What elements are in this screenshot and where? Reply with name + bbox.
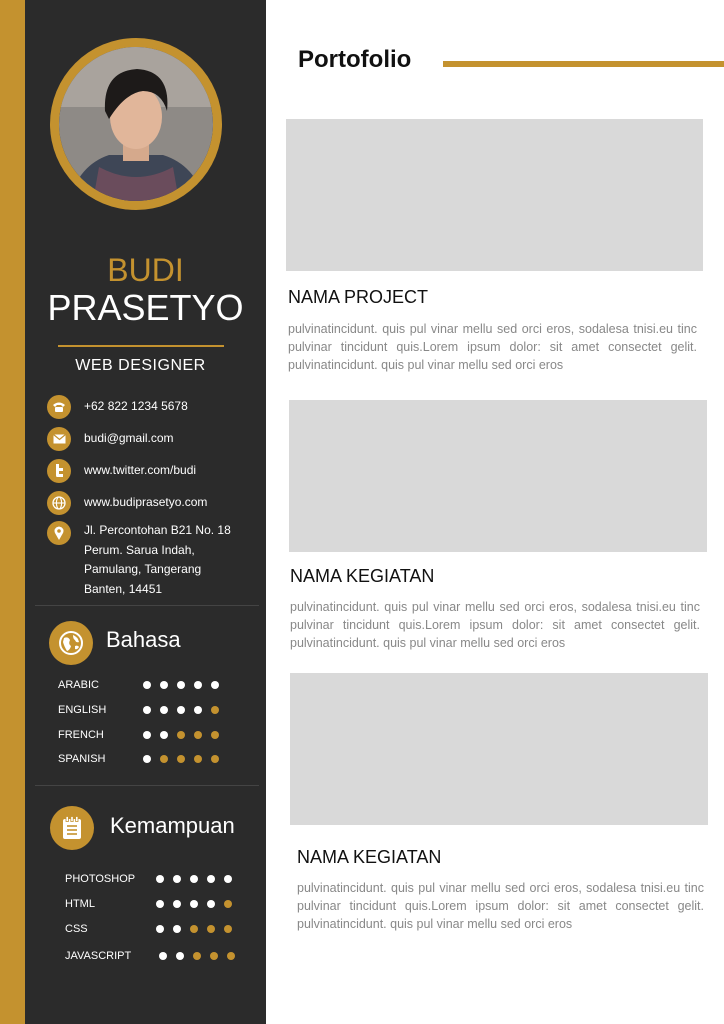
rating-dot [173,875,181,883]
rating-dot [159,952,167,960]
phone-icon [47,395,71,419]
address-line-2: Perum. Sarua Indah, [84,542,195,557]
globe-icon [49,621,93,665]
title-underline [443,61,724,67]
skill-label: PHOTOSHOP [65,873,136,885]
project-image-placeholder [286,119,703,271]
rating-dot [211,731,219,739]
activity-description: pulvinatincidunt. quis pul vinar mellu sed orci eros, sodalesa tnisi.eu tinc pulvinar tincidunt quis.Lorem ipsum dolor: sit amet consectet gelit. pulvinatincidunt. quis pul vinar mellu sed orci eros [297,881,704,931]
skill-row [65,950,265,964]
address-line-4: Banten, 14451 [84,581,163,596]
section-divider [35,785,259,786]
address-line-1: Jl. Percontohan B21 No. 18 [84,523,231,537]
language-label: SPANISH [58,753,106,765]
rating-dot [160,706,168,714]
rating-dot [177,731,185,739]
rating-dot [210,952,218,960]
rating-dot [177,706,185,714]
skill-level [156,925,232,933]
rating-dot [224,875,232,883]
rating-dot [156,875,164,883]
skill-row [65,923,265,937]
rating-dot [224,925,232,933]
globe-icon [47,491,71,515]
language-level [143,755,219,763]
project-description: pulvinatincidunt. quis pul vinar mellu sed orci eros, sodalesa tnisi.eu tinc pulvinar tincidunt quis.Lorem ipsum dolor: sit amet consectet gelit. pulvinatincidunt. quis pul vinar mellu sed orci eros [288,322,697,372]
twitter-link[interactable]: www.twitter.com/budi [84,463,197,477]
profile-photo [59,47,213,201]
languages-title: Bahasa [106,627,181,652]
skill-row [65,873,265,887]
last-name: PRASETYO [47,287,244,328]
rating-dot [177,755,185,763]
rating-dot [143,706,151,714]
language-label: ENGLISH [58,704,107,716]
rating-dot [143,755,151,763]
section-divider [35,605,259,606]
email-icon [47,427,71,451]
rating-dot [211,755,219,763]
skill-level [156,875,232,883]
address-line-3: Pamulang, Tangerang [84,562,202,576]
rating-dot [207,900,215,908]
rating-dot [207,875,215,883]
rating-dot [177,681,185,689]
skills-title: Kemampuan [110,813,235,838]
rating-dot [190,900,198,908]
rating-dot [224,900,232,908]
skill-label: JAVASCRIPT [65,950,132,962]
language-level [143,681,219,689]
language-level [143,706,219,714]
rating-dot [194,731,202,739]
activity-image-placeholder [290,673,708,825]
rating-dot [173,925,181,933]
first-name: BUDI [107,252,184,288]
rating-dot [211,706,219,714]
language-row [58,729,258,743]
skill-level [159,952,235,960]
rating-dot [227,952,235,960]
rating-dot [156,925,164,933]
language-level [143,731,219,739]
rating-dot [193,952,201,960]
skill-level [156,900,232,908]
phone-number: +62 822 1234 5678 [84,399,188,413]
portfolio-title: Portofolio [298,46,412,73]
skill-row [65,898,265,912]
rating-dot [211,681,219,689]
rating-dot [176,952,184,960]
rating-dot [173,900,181,908]
language-label: ARABIC [58,679,99,691]
language-row [58,704,258,718]
title-divider [58,345,224,347]
project-name: NAMA PROJECT [288,287,429,307]
rating-dot [190,925,198,933]
rating-dot [190,875,198,883]
activity-name: NAMA KEGIATAN [297,847,442,867]
language-row [58,679,258,693]
accent-strip [0,0,25,1024]
address [84,521,231,599]
email-address[interactable]: budi@gmail.com [84,431,174,445]
rating-dot [160,755,168,763]
rating-dot [160,731,168,739]
rating-dot [194,706,202,714]
rating-dot [143,681,151,689]
twitter-icon [47,459,71,483]
job-title: WEB DESIGNER [75,357,206,374]
notepad-icon [50,806,94,850]
profile-photo-frame [50,38,222,210]
rating-dot [143,731,151,739]
language-row [58,753,258,767]
activity-description: pulvinatincidunt. quis pul vinar mellu sed orci eros, sodalesa tnisi.eu tinc pulvinar tincidunt quis.Lorem ipsum dolor: sit amet consectet gelit. pulvinatincidunt. quis pul vinar mellu sed orci eros [290,600,700,650]
skill-label: CSS [65,923,88,935]
rating-dot [194,681,202,689]
location-pin-icon [47,521,71,545]
sidebar [25,0,266,1024]
skill-label: HTML [65,898,95,910]
activity-image-placeholder [289,400,707,552]
rating-dot [160,681,168,689]
rating-dot [194,755,202,763]
rating-dot [156,900,164,908]
language-label: FRENCH [58,729,104,741]
activity-name: NAMA KEGIATAN [290,566,435,586]
rating-dot [207,925,215,933]
website-link[interactable]: www.budiprasetyo.com [84,495,208,509]
